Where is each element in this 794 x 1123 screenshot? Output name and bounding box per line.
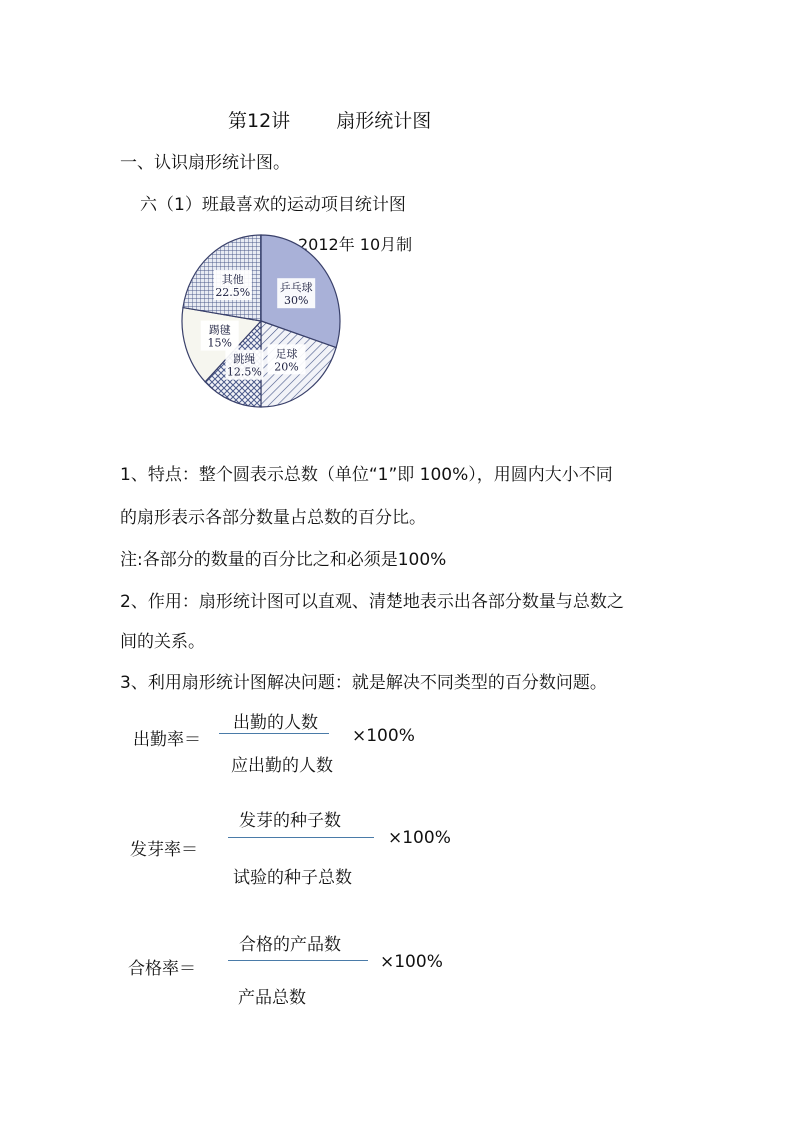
lecture-topic: 扇形统计图	[336, 110, 432, 132]
formula-multiplier: ×100%	[352, 726, 415, 746]
slice-category-label: 足球	[275, 347, 298, 361]
formula-denominator: 产品总数	[238, 988, 306, 1008]
feature-text-line2: 的扇形表示各部分数量占总数的百分比。	[120, 508, 426, 528]
fraction-bar	[228, 837, 374, 838]
note-text: 注:各部分的数量的百分比之和必须是100%	[120, 550, 447, 570]
formula-numerator: 发芽的种子数	[239, 811, 341, 831]
slice-category-label: 跳绳	[233, 352, 256, 366]
slice-value-label: 12.5%	[226, 365, 262, 379]
formula-numerator: 出勤的人数	[233, 713, 318, 733]
feature-text-line1: 1、特点：整个圆表示总数（单位“1”即 100%），用圆内大小不同	[120, 465, 613, 485]
pie-chart	[176, 226, 346, 416]
application-text: 3、利用扇形统计图解决问题：就是解决不同类型的百分数问题。	[120, 673, 607, 693]
chart-date: 2012年 10月制	[298, 235, 413, 254]
chart-caption: 六（1）班最喜欢的运动项目统计图	[140, 195, 406, 215]
formula-label: 出勤率＝	[133, 730, 201, 750]
function-text-line2: 间的关系。	[120, 632, 205, 652]
slice-category-label: 乒乓球	[279, 281, 313, 295]
formula-denominator: 试验的种子总数	[233, 868, 352, 888]
function-text-line1: 2、作用：扇形统计图可以直观、清楚地表示出各部分数量与总数之	[120, 592, 624, 612]
slice-category-label: 踢毽	[208, 323, 231, 337]
section-heading: 一、认识扇形统计图。	[120, 153, 290, 173]
formula-numerator: 合格的产品数	[239, 935, 341, 955]
fraction-bar	[219, 733, 329, 734]
slice-value-label: 15%	[207, 336, 232, 350]
formula-label: 发芽率＝	[130, 840, 198, 860]
formula-multiplier: ×100%	[380, 952, 443, 972]
lecture-number: 第12讲	[228, 110, 291, 132]
page-title	[228, 106, 431, 133]
formula-multiplier: ×100%	[388, 828, 451, 848]
formula-denominator: 应出勤的人数	[231, 756, 333, 776]
slice-value-label: 20%	[274, 360, 299, 374]
formula-label: 合格率＝	[128, 959, 196, 979]
slice-value-label: 22.5%	[215, 286, 251, 299]
fraction-bar	[228, 960, 368, 961]
slice-value-label: 30%	[283, 294, 309, 308]
slice-category-label: 其他	[221, 273, 244, 286]
